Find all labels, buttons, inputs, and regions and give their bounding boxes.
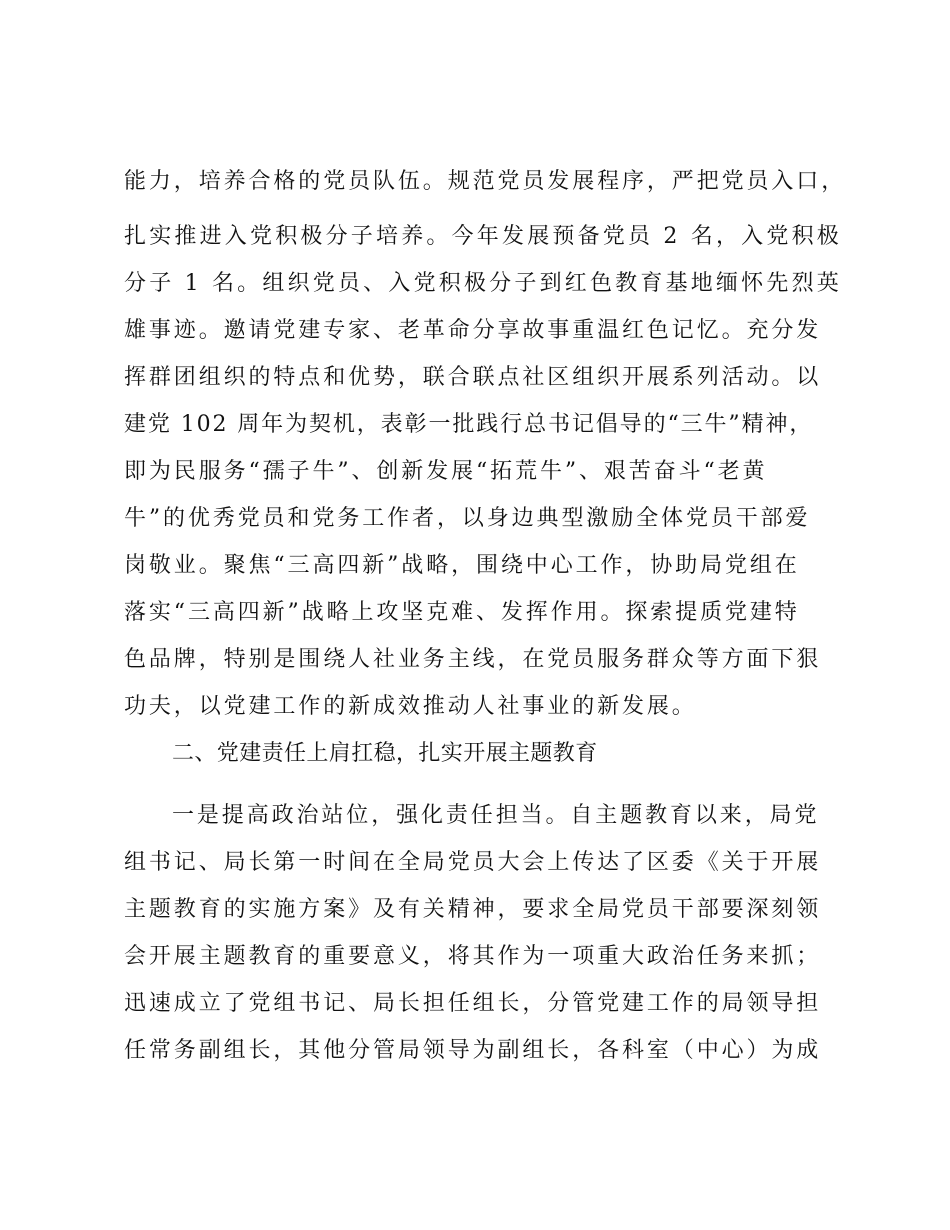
section-heading: 二、党建责任上肩扛稳，扎实开展主题教育 [172,741,598,766]
paragraph1-line-7: 即为民服务“孺子牛”、创新发展“拓荒牛”、艰苦奋斗“老黄 [124,459,768,484]
paragraph1-line-9: 岗敬业。聚焦“三高四新”战略，围绕中心工作，协助局党组在 [124,553,800,578]
paragraph2-line-2: 组书记、局长第一时间在全局党员大会上传达了区委《关于开展 [124,850,822,875]
paragraph2-line-6: 任常务副组长，其他分管局领导为副组长，各科室（中心）为成 [124,1038,822,1063]
paragraph2-line-4: 会开展主题教育的重要意义，将其作为一项重大政治任务来抓； [124,944,822,969]
paragraph1-line-4: 雄事迹。邀请党建专家、老革命分享故事重温红色记忆。充分发 [124,318,822,343]
paragraph1-line-12: 功夫，以党建工作的新成效推动人社事业的新发展。 [124,694,697,719]
paragraph1-line-3: 分子 1 名。组织党员、入党积极分子到红色教育基地缅怀先烈英 [124,271,842,296]
paragraph1-line-8: 牛”的优秀党员和党务工作者，以身边典型激励全体党员干部爱 [124,506,811,531]
paragraph1-line-10: 落实“三高四新”战略上攻坚克难、发挥作用。探索提质党建特 [124,600,800,625]
paragraph1-line-1: 能力，培养合格的党员队伍。规范党员发展程序，严把党员入口， [124,169,847,194]
paragraph1-line-5: 挥群团组织的特点和优势，联合联点社区组织开展系列活动。以 [124,365,822,390]
paragraph2-line-3: 主题教育的实施方案》及有关精神，要求全局党员干部要深刻领 [124,897,822,922]
paragraph1-line-2: 扎实推进入党积极分子培养。今年发展预备党员 2 名，入党积极 [124,224,842,249]
paragraph2-line-5: 迅速成立了党组书记、局长担任组长，分管党建工作的局领导担 [124,991,822,1016]
paragraph1-line-11: 色品牌，特别是围绕人社业务主线，在党员服务群众等方面下狠 [124,647,822,672]
paragraph2-line-1: 一是提高政治站位，强化责任担当。自主题教育以来，局党 [172,803,820,828]
paragraph1-line-6: 建党 102 周年为契机，表彰一批践行总书记倡导的“三牛”精神， [124,412,814,437]
